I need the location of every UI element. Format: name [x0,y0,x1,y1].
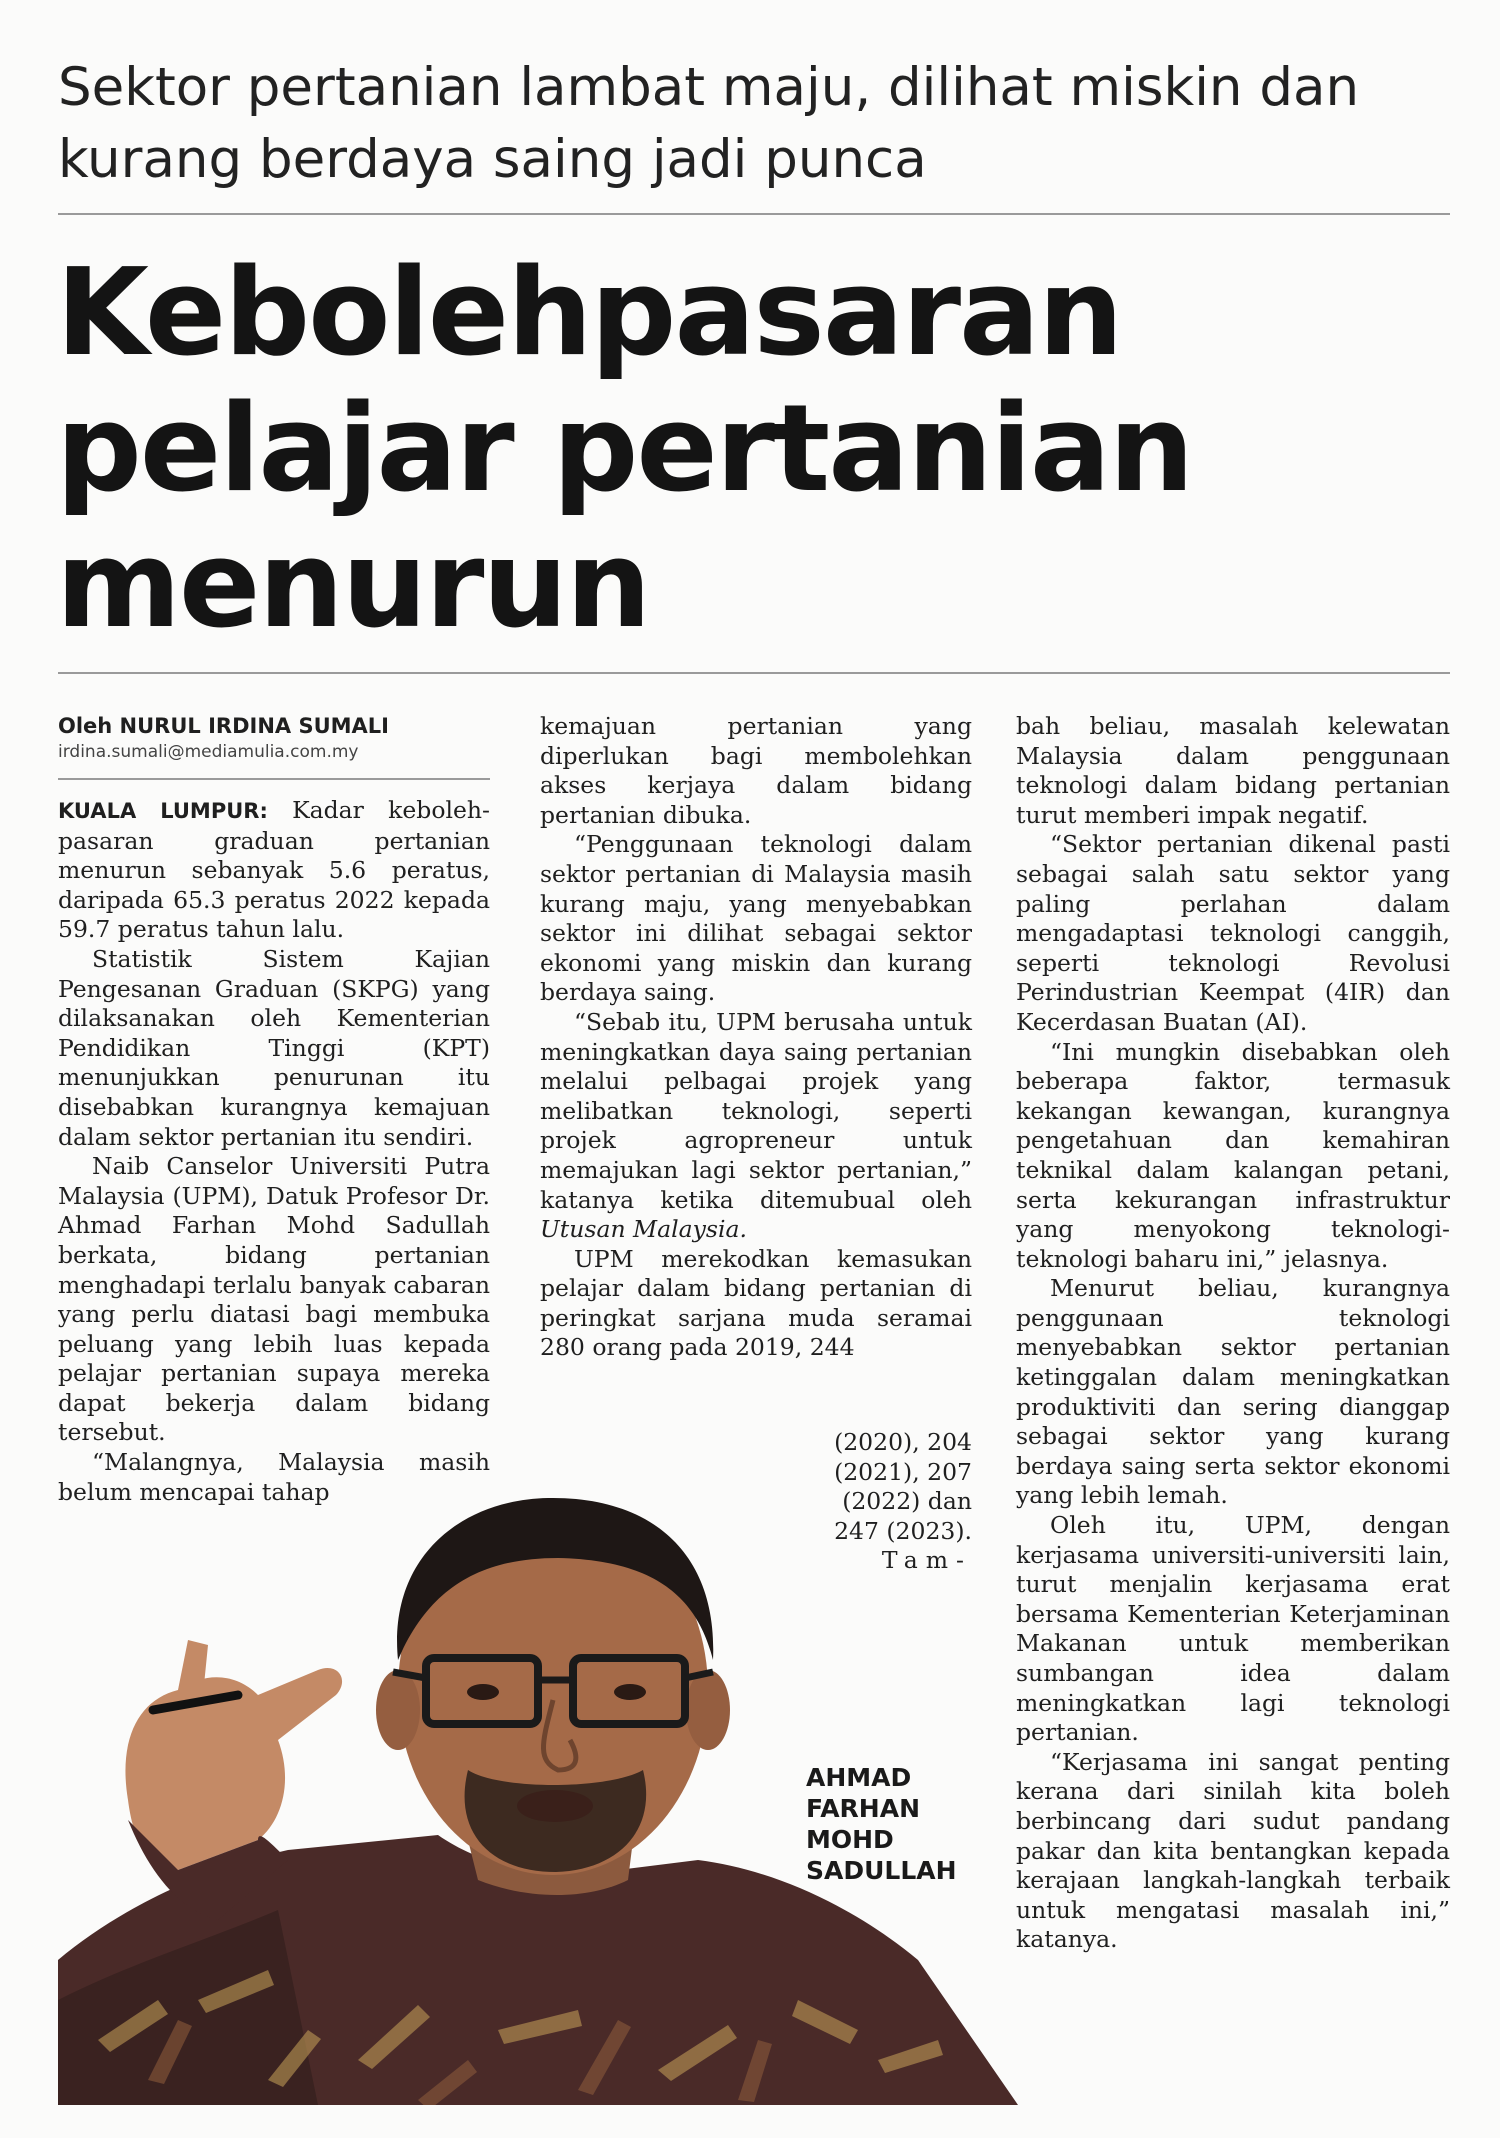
line: (2020), 204 [834,1428,972,1456]
article-column-2 [540,712,972,1363]
paragraph: “Kerjasama ini sangat penting kerana dari sinilah kita boleh berbincang dari sudut pandang pakar dan kita bentangkan kepada kerajaan langkah-langkah terbaik untuk mengatasi masalah ini,” katanya. [1016,1747,1450,1954]
paragraph: kemajuan pertanian yang diperlukan bagi membolehkan akses kerjaya dalam bidang pertanian dibuka. [540,712,972,829]
paragraph [540,1008,972,1245]
line: (2022) dan [842,1487,972,1516]
paragraph: UPM merekodkan kemasukan pelajar dalam bidang pertanian di peringkat sarjana muda seramai 280 orang pada 2019, 244 [540,1244,972,1362]
line: (2021), 207 [834,1457,972,1486]
paragraph: “Sektor pertanian dikenal pasti sebagai salah satu sektor yang paling perlahan dalam mengadaptasi teknologi canggih, seperti teknologi Revolusi Perindustrian Keempat (4IR) dan Kecerdasan Buatan (AI). [1016,830,1450,1036]
article-kicker: Sektor pertanian lambat maju, dilihat miskin dan kurang berdaya saing jadi punca [58,57,1360,190]
publication-name: Utusan Malaysia. [540,1215,747,1244]
photo-caption: AHMAD FARHAN MOHD SADULLAH [806,1763,957,1885]
paragraph: Menurut beliau, kurangnya penggunaan teknologi menyebabkan sektor pertanian ketinggalan dalam meningkatkan produktiviti dan sering dianggap sebagai sektor yang kurang berdaya saing serta sektor ekonomi yang lebih lemah. [1016,1274,1450,1510]
line: Tam- [881,1546,972,1575]
paragraph: “Ini mungkin disebabkan oleh beberapa faktor, termasuk kekangan kewangan, kurangnya pengetahuan dan kemahiran teknikal dalam kalangan petani, serta kekurangan infrastruktur yang menyokong teknologi-teknologi baharu ini,” jelasnya. [1016,1037,1450,1273]
paragraph: “Penggunaan teknologi dalam sektor pertanian di Malaysia masih kurang maju, yang menyebabkan sektor ini dilihat sebagai sektor ekonomi yang miskin dan kurang berdaya saing. [540,830,972,1007]
byline-name: Oleh NURUL IRDINA SUMALI [58,714,389,738]
paragraph-text: “Sebab itu, UPM berusaha untuk meningkatkan daya saing pertanian melalui pelbagai projek yang melibatkan teknologi, seperti projek agropreneur untuk memajukan lagi sektor pertanian,” katanya ketika ditemubual oleh [540,1007,972,1214]
paragraph-text: Kadar kebolehpasaran graduan pertanian menurun sebanyak 5.6 peratus, daripada 65.3 peratus 2022 kepada 59.7 peratus tahun lalu. [58,796,490,944]
paragraph: Oleh itu, UPM, dengan kerjasama universiti-universiti lain, turut menjalin kerjasama erat bersama Kementerian Keterjaminan Makanan untuk memberikan sumbangan idea dalam meningkatkan lagi teknologi pertanian. [1016,1511,1450,1747]
article-column-3 [1016,712,1450,1955]
line: 247 (2023). [834,1516,972,1545]
byline-divider [58,778,490,780]
paragraph: “Malangnya, Malaysia masih belum mencapai tahap [58,1448,490,1506]
byline-email: irdina.sumali@mediamulia.com.my [58,742,359,762]
paragraph: Statistik Sistem Kajian Pengesanan Graduan (SKPG) yang dilaksanakan oleh Kementerian Pendidikan Tinggi (KPT) menunjukkan penurunan itu disebabkan kurangnya kemajuan dalam sektor pertanian itu sendiri. [58,944,490,1151]
headline-divider [58,672,1450,674]
article-headline: Kebolehpasaran pelajar pertanian menurun [56,244,1193,655]
paragraph [58,796,490,945]
article-column-1 [58,712,490,1507]
kicker-divider [58,213,1450,215]
paragraph: Naib Canselor Universiti Putra Malaysia (UPM), Datuk Profesor Dr. Ahmad Farhan Mohd Sadullah berkata, bidang pertanian menghadapi terlalu banyak cabaran yang perlu diatasi bagi membuka peluang yang lebih luas kepada pelajar pertanian supaya mereka dapat bekerja dalam bidang tersebut. [58,1152,490,1447]
paragraph: bah beliau, masalah kelewatan Malaysia dalam penggunaan teknologi dalam bidang pertanian turut memberi impak negatif. [1016,712,1450,829]
dateline: KUALA LUMPUR: [58,799,268,823]
